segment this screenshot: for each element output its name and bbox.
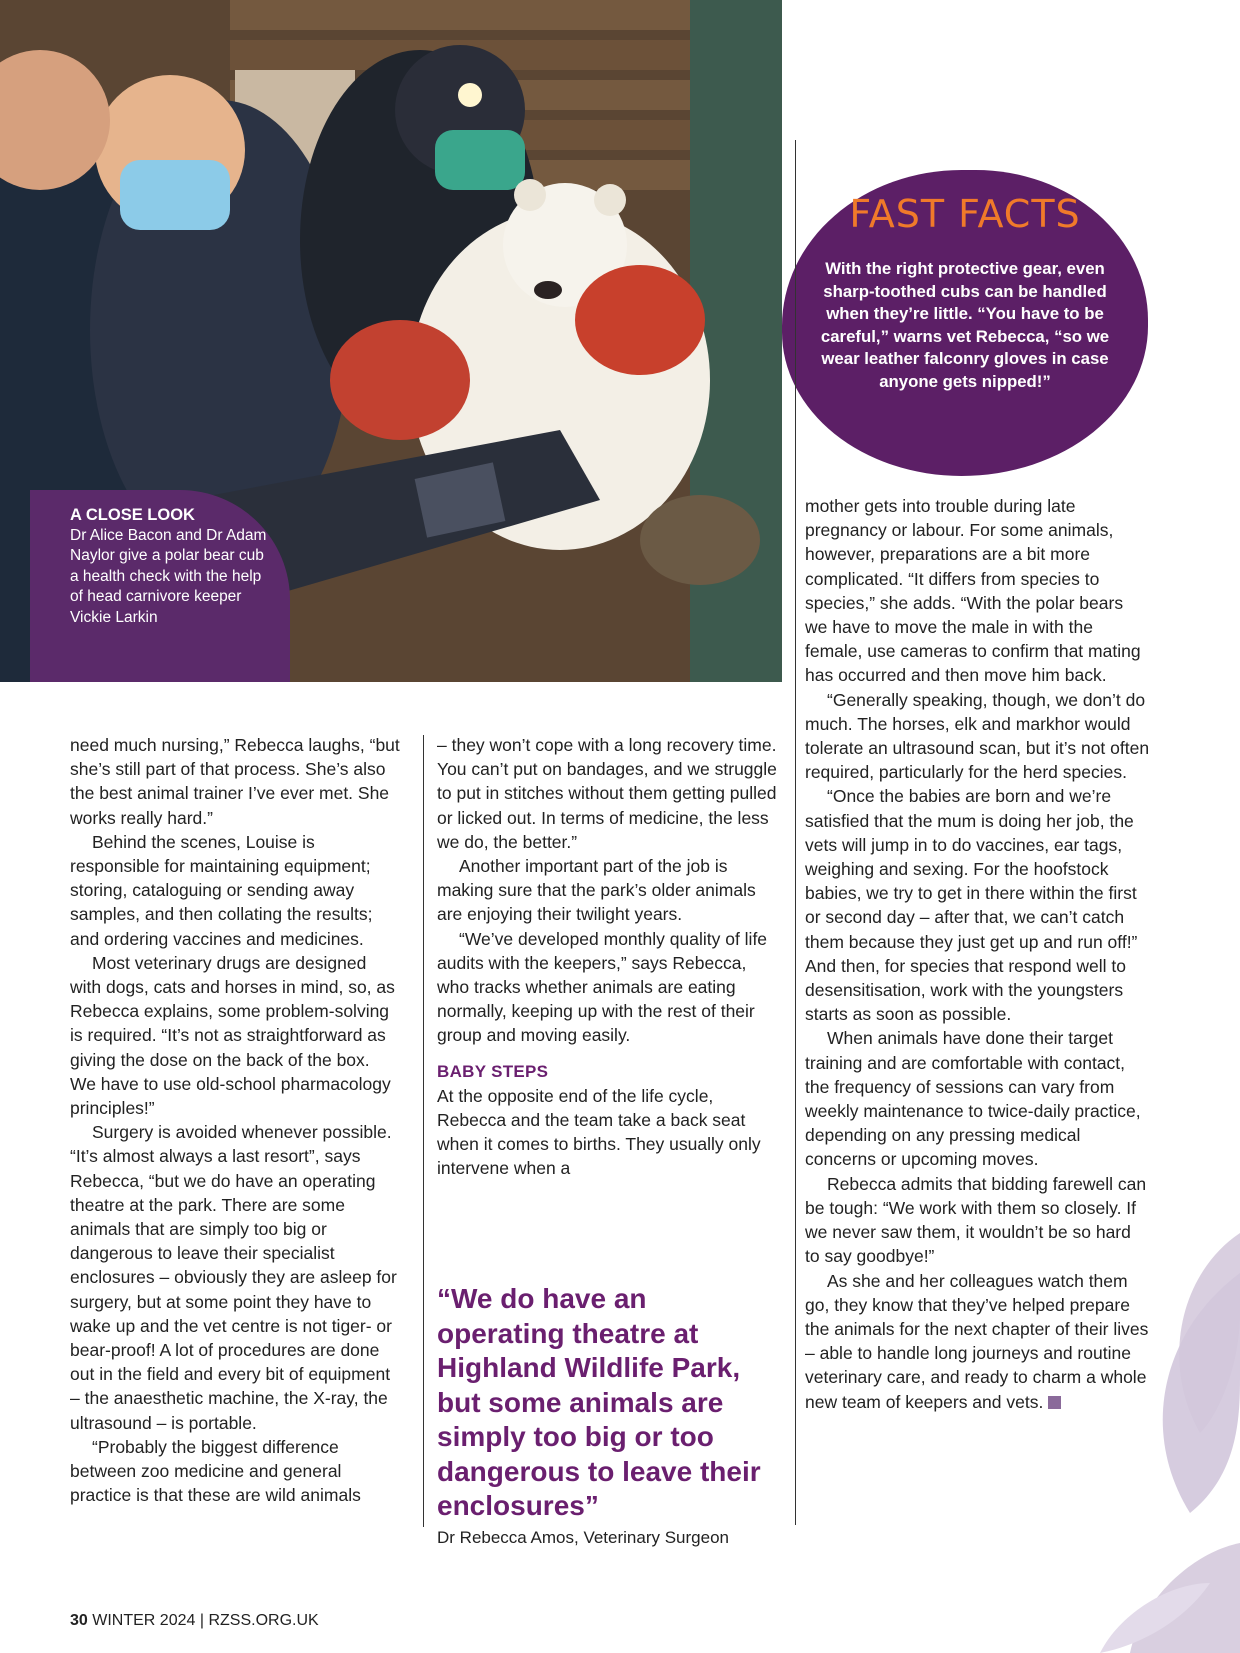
- paragraph: Behind the scenes, Louise is responsible for maintaining equipment; storing, cataloguing or sending away samples, and then collating the results; and ordering vaccines and medicines.: [70, 831, 373, 949]
- paragraph: Rebecca admits that bidding farewell can be tough: “We work with them so closely. If we never saw them, it wouldn’t be so hard to say goodbye!”: [805, 1173, 1147, 1267]
- article-column-2: [437, 733, 777, 1181]
- paragraph-text: As she and her colleagues watch them go, they know that they’ve helped prepare the animals for the next chapter of their lives – able to handle long journeys and routine veterinary care, and ready to charm a whole new team of keepers and vets.: [805, 1270, 1149, 1412]
- footer-separator: |: [199, 1612, 204, 1629]
- paragraph: “We’ve developed monthly quality of life audits with the keepers,” says Rebecca, who tracks whether animals are eating normally, keeping up with the rest of their group and moving easily.: [437, 928, 768, 1046]
- column-divider: [423, 735, 424, 1527]
- paragraph: Most veterinary drugs are designed with dogs, cats and horses in mind, so, as Rebecca explains, some problem-solving is required. “It’s not as straightforward as giving the dose on the back of the box. We have to use old-school pharmacology principles!”: [70, 952, 395, 1119]
- paragraph: “Once the babies are born and we’re satisfied that the mum is doing her job, the vets will jump in to do vaccines, ear tags, weighing and sexing. For the hoofstock babies, we try to get in there within the first or second day – after that, we can’t catch them because they just get up and run off!” And then, for species that respond well to desensitisation, work with the youngsters starts as soon as possible.: [805, 786, 1138, 1025]
- paragraph: need much nursing,” Rebecca laughs, “but she’s still part of that process. She’s also the best animal trainer I’ve ever met. She works really hard.”: [70, 735, 400, 828]
- pull-quote-attribution: Dr Rebecca Amos, Veterinary Surgeon: [437, 1528, 729, 1547]
- fast-facts-box: [782, 170, 1148, 476]
- fast-facts-title: FAST FACTS: [849, 192, 1081, 236]
- section-subhead: BABY STEPS: [437, 1061, 549, 1081]
- paragraph: When animals have done their target training and are comfortable with contact, the frequency of sessions can vary from weekly maintenance to twice-daily practice, depending on any pressing medical concerns or upcoming moves.: [805, 1028, 1141, 1170]
- article-column-1: [70, 733, 400, 1508]
- page-number: 30: [70, 1612, 88, 1629]
- paragraph: Surgery is avoided whenever possible. “It’s almost always a last resort”, says Rebecca, “but we do have an operating theatre at the park. There are some animals that are simply too big or dangerous to leave their specialist enclosures – obviously they are asleep for surgery, but at some point they have to wake up and the vet centre is not tiger- or bear-proof! A lot of procedures are done out in the field and every bit of equipment – the anaesthetic machine, the X-ray, the ultrasound – is portable.: [70, 1122, 397, 1433]
- paragraph: – they won’t cope with a long recovery time. You can’t put on bandages, and we struggle to put in stitches without them getting pulled or licked out. In terms of medicine, the less we do, the better.”: [437, 735, 777, 852]
- caption-title: A CLOSE LOOK: [70, 506, 195, 524]
- paragraph: “Probably the biggest difference between zoo medicine and general practice is that these are wild animals: [70, 1436, 361, 1506]
- paragraph: “Generally speaking, though, we don’t do much. The horses, elk and markhor would tolerate an ultrasound scan, but it’s not often required, particularly for the herd species.: [805, 689, 1150, 783]
- caption-text: Dr Alice Bacon and Dr Adam Naylor give a polar bear cub a health check with the help of head carnivore keeper Vickie Larkin: [70, 526, 267, 626]
- page-footer: [70, 1612, 319, 1630]
- fast-facts-body: With the right protective gear, even sharp-toothed cubs can be handled when they’re little. “You have to be careful,” warns vet Rebecca, “so we wear leather falconry gloves in case anyone gets nipped!”: [820, 259, 1110, 391]
- issue-label: WINTER 2024: [92, 1612, 196, 1629]
- paragraph: mother gets into trouble during late pregnancy or labour. For some animals, however, preparations are a bit more complicated. “It differs from species to species,” she adds. “With the polar bears we have to move the male in with the female, use cameras to confirm that mating has occurred and then move him back.: [805, 496, 1141, 686]
- photo-caption: [70, 505, 270, 628]
- column-divider: [795, 140, 796, 1525]
- pull-quote: “We do have an operating theatre at Highland Wildlife Park, but some animals are simply too big or too dangerous to leave their enclosures”: [437, 1283, 761, 1521]
- site-link[interactable]: RZSS.ORG.UK: [208, 1612, 319, 1629]
- leaf-decoration-icon: [1040, 1213, 1240, 1653]
- paragraph: At the opposite end of the life cycle, Rebecca and the team take a back seat when it comes to births. They usually only intervene when a: [437, 1085, 761, 1179]
- paragraph: Another important part of the job is making sure that the park’s older animals are enjoying their twilight years.: [437, 856, 756, 925]
